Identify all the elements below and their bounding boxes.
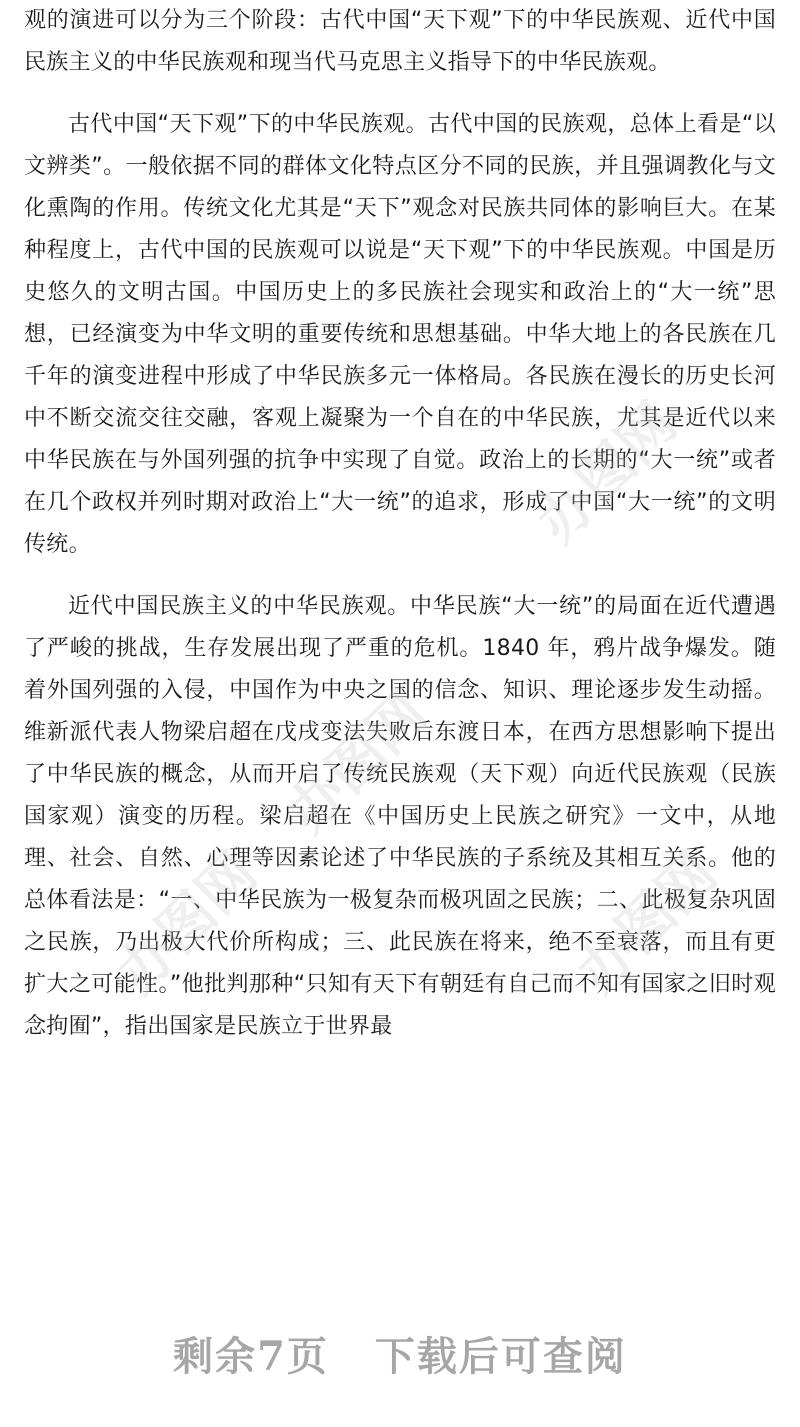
paragraph-modern-view: 近代中国民族主义的中华民族观。中华民族“大一统”的局面在近代遭遇了严峻的挑战，生存发展出现了严重的危机。1840 年，鸦片战争爆发。随着外国列强的入侵，中国作为中央之国的信念、知识、理论逐步发生动摇。维新派代表人物梁启超在戊戌变法失败后东渡日本，在西方思想影响下提出了中华民族的概念，从而开启了传统民族观（天下观）向近代民族观（民族国家观）演变的历程。梁启超在《中国历史上民族之研究》一文中，从地理、社会、自然、心理等因素论述了中华民族的子系统及其相互关系。他的总体看法是：“一、中华民族为一极复杂而极巩固之民族；二、此极复杂巩固之民族，乃出极大代价所构成；三、此民族在将来，绝不至衰落，而且有更扩大之可能性。”他批判那种“只知有天下有朝廷有自己而不知有国家之旧时观念拘囿”，指出国家是民族立于世界最 xyxy=(24,594,776,1039)
paragraph-ancient-view: 古代中国“天下观”下的中华民族观。古代中国的民族观，总体上看是“以文辨类”。一般依据不同的群体文化特点区分不同的民族，并且强调教化与文化熏陶的作用。传统文化尤其是“天下”观念对民族共同体的影响巨大。在某种程度上，古代中国的民族观可以说是“天下观”下的中华民族观。中国是历史悠久的文明古国。中国历史上的多民族社会现实和政治上的“大一统”思想，已经演变为中华文明的重要传统和思想基础。中华大地上的各民族在几千年的演变进程中形成了中华民族多元一体格局。各民族在漫长的历史长河中不断交流交往交融，客观上凝聚为一个自在的中华民族，尤其是近代以来中华民族在与外国列强的抗争中实现了自觉。政治上的长期的“大一统”或者在几个政权并列时期对政治上“大一统”的追求，形成了中国“大一统”的文明传统。 xyxy=(24,112,776,557)
watermark: 办图网 xyxy=(274,680,440,846)
watermark: 办图网 xyxy=(104,840,270,1006)
document-body xyxy=(24,0,776,1048)
download-prompt-label[interactable]: 下载后可查阅 xyxy=(374,1332,627,1380)
watermark: 办图网 xyxy=(564,840,730,1006)
preview-footer[interactable] xyxy=(0,1318,800,1388)
remaining-pages-label[interactable]: 剩余7页 xyxy=(173,1332,329,1380)
paragraph-continuation: 观的演进可以分为三个阶段：古代中国“天下观”下的中华民族观、近代中国民族主义的中华民族观和现当代马克思主义指导下的中华民族观。 xyxy=(24,8,776,75)
watermark: 办图网 xyxy=(524,390,690,556)
